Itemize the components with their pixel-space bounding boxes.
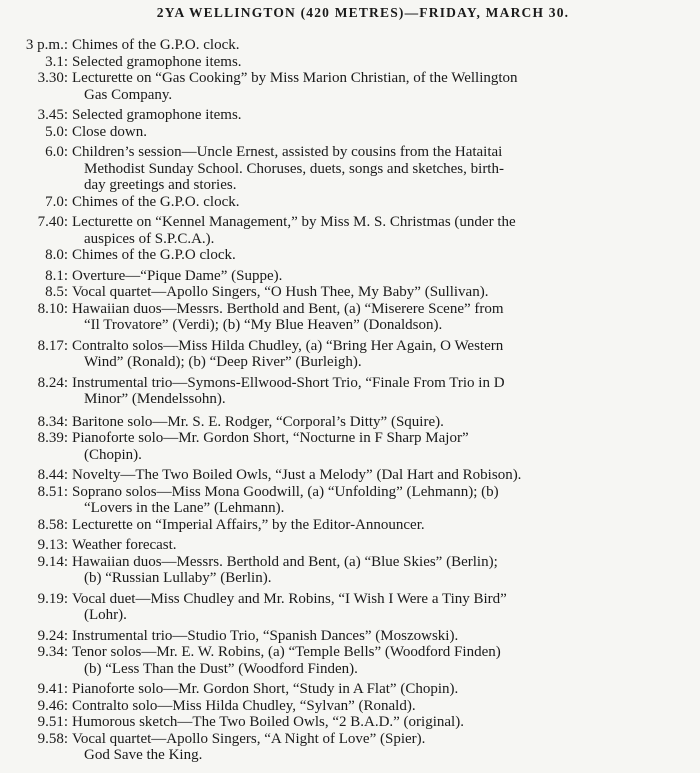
program-entry	[12, 714, 690, 731]
entry-text: Contralto solos—Miss Hilda Chudley, (a) “Bring Her Again, O Western	[72, 337, 504, 354]
entry-text: Instrumental trio—Studio Trio, “Spanish Dances” (Moszowski).	[72, 627, 459, 644]
program-entry	[12, 70, 690, 87]
program-entry	[12, 144, 690, 161]
program-entry	[12, 107, 690, 124]
entry-text: Methodist Sunday School. Choruses, duets, songs and sketches, birth-	[84, 160, 504, 177]
program-entry-continuation	[12, 317, 690, 334]
entry-text: Humorous sketch—The Two Boiled Owls, “2 B.A.D.” (original).	[72, 714, 464, 730]
entry-time: 8.34:	[37, 413, 68, 430]
program-entry-continuation	[12, 447, 690, 464]
entry-text: Instrumental trio—Symons-Ellwood-Short Trio, “Finale From Trio in D	[72, 374, 505, 391]
program-entry	[12, 554, 690, 571]
entry-text: Chimes of the G.P.O clock.	[72, 247, 236, 263]
program-entry	[12, 698, 690, 715]
entry-time: 8.1:	[45, 267, 68, 284]
entry-text: Close down.	[72, 123, 147, 140]
entry-time: 9.51:	[37, 714, 68, 730]
entry-text: Overture—“Pique Dame” (Suppe).	[72, 267, 283, 284]
entry-time: 8.51:	[37, 483, 68, 500]
program-list	[12, 37, 690, 764]
entry-text: Selected gramophone items.	[72, 53, 242, 70]
entry-text: God Save the King.	[84, 747, 203, 763]
entry-text: Soprano solos—Miss Mona Goodwill, (a) “Unfolding” (Lehmann); (b)	[72, 483, 499, 500]
entry-time: 8.17:	[37, 337, 68, 354]
entry-text: day greetings and stories.	[84, 177, 237, 193]
entry-time: 8.58:	[37, 516, 68, 533]
entry-text: Pianoforte solo—Mr. Gordon Short, “Study in A Flat” (Chopin).	[72, 681, 459, 697]
program-entry-continuation	[12, 570, 690, 587]
program-entry-continuation	[12, 231, 690, 248]
entry-text: auspices of S.P.C.A.).	[84, 230, 215, 247]
program-entry	[12, 430, 690, 447]
program-entry-continuation	[12, 500, 690, 517]
program-entry-continuation	[12, 354, 690, 371]
entry-time: 8.24:	[37, 374, 68, 391]
entry-time: 9.46:	[37, 697, 68, 714]
entry-time: 8.39:	[37, 430, 68, 446]
entry-text: Children’s session—Uncle Ernest, assisted by cousins from the Hataitai	[72, 144, 503, 160]
program-entry	[12, 644, 690, 661]
entry-text: Minor” (Mendelssohn).	[84, 391, 226, 407]
entry-time: 8.5:	[45, 284, 68, 300]
program-entry-continuation	[12, 747, 690, 764]
program-entry	[12, 517, 690, 534]
entry-time: 3.45:	[37, 107, 68, 123]
entry-text: Tenor solos—Mr. E. W. Robins, (a) “Temple Bells” (Woodford Finden)	[72, 644, 501, 660]
entry-text: Selected gramophone items.	[72, 107, 242, 123]
program-entry	[12, 484, 690, 501]
program-entry-continuation	[12, 161, 690, 178]
entry-time: 8.44:	[37, 467, 68, 483]
entry-time: 8.0:	[45, 247, 68, 263]
entry-text: Wind” (Ronald); (b) “Deep River” (Burleigh).	[84, 354, 362, 370]
entry-time: 9.14:	[37, 553, 68, 570]
entry-text: Lecturette on “Kennel Management,” by Miss M. S. Christmas (under the	[72, 214, 516, 230]
program-entry	[12, 301, 690, 318]
program-entry	[12, 268, 690, 285]
program-entry	[12, 731, 690, 748]
entry-text: Vocal quartet—Apollo Singers, “A Night of Love” (Spier).	[72, 730, 426, 747]
entry-time: 9.13:	[37, 537, 68, 553]
entry-text: Hawaiian duos—Messrs. Berthold and Bent, (a) “Blue Skies” (Berlin);	[72, 553, 498, 570]
program-entry	[12, 414, 690, 431]
program-entry	[12, 284, 690, 301]
entry-time: 9.41:	[37, 681, 68, 697]
entry-time: 9.34:	[37, 644, 68, 660]
entry-time: 9.24:	[37, 627, 68, 644]
entry-time: 3.30:	[37, 70, 68, 86]
entry-text: Lecturette on “Gas Cooking” by Miss Marion Christian, of the Wellington	[72, 70, 518, 86]
program-entry	[12, 214, 690, 231]
program-entry	[12, 338, 690, 355]
program-entry	[12, 247, 690, 264]
program-entry	[12, 124, 690, 141]
program-entry-continuation	[12, 661, 690, 678]
program-entry	[12, 467, 690, 484]
entry-text: Gas Company.	[84, 86, 173, 103]
entry-text: Hawaiian duos—Messrs. Berthold and Bent, (a) “Miserere Scene” from	[72, 300, 504, 317]
entry-text: Contralto solo—Miss Hilda Chudley, “Sylvan” (Ronald).	[72, 697, 416, 714]
program-entry	[12, 537, 690, 554]
page-heading: 2YA WELLINGTON (420 METRES)—FRIDAY, MARCH 30.	[156, 5, 570, 20]
entry-time: 9.58:	[37, 730, 68, 747]
entry-time: 3.1:	[45, 53, 68, 70]
entry-time: 8.10:	[37, 300, 68, 317]
entry-text: Baritone solo—Mr. S. E. Rodger, “Corporal’s Ditty” (Squire).	[72, 413, 444, 430]
program-entry	[12, 681, 690, 698]
entry-text: Novelty—The Two Boiled Owls, “Just a Melody” (Dal Hart and Robison).	[72, 467, 522, 483]
entry-time: 7.0:	[45, 193, 68, 210]
program-entry-continuation	[12, 177, 690, 194]
entry-text: Pianoforte solo—Mr. Gordon Short, “Nocturne in F Sharp Major”	[72, 430, 469, 446]
program-entry	[12, 628, 690, 645]
program-entry	[12, 375, 690, 392]
entry-text: “Lovers in the Lane” (Lehmann).	[84, 500, 285, 516]
entry-text: Vocal quartet—Apollo Singers, “O Hush Thee, My Baby” (Sullivan).	[72, 284, 489, 300]
program-entry	[12, 54, 690, 71]
entry-text: (b) “Less Than the Dust” (Woodford Finden).	[84, 660, 358, 677]
entry-text: Chimes of the G.P.O. clock.	[72, 37, 240, 53]
program-entry	[12, 194, 690, 211]
entry-text: (Chopin).	[84, 446, 142, 463]
program-entry	[12, 37, 690, 54]
entry-time: 7.40:	[37, 214, 68, 230]
program-entry	[12, 591, 690, 608]
entry-text: “Il Trovatore” (Verdi); (b) “My Blue Heaven” (Donaldson).	[84, 317, 443, 333]
entry-time: 5.0:	[45, 123, 68, 140]
entry-text: Lecturette on “Imperial Affairs,” by the Editor-Announcer.	[72, 516, 425, 533]
program-entry-continuation	[12, 607, 690, 624]
entry-text: Chimes of the G.P.O. clock.	[72, 193, 240, 210]
entry-text: (b) “Russian Lullaby” (Berlin).	[84, 570, 272, 586]
entry-time: 9.19:	[37, 590, 68, 607]
entry-text: (Lohr).	[84, 607, 127, 623]
program-entry-continuation	[12, 87, 690, 104]
entry-text: Weather forecast.	[72, 537, 177, 553]
entry-time: 6.0:	[45, 144, 68, 160]
entry-text: Vocal duet—Miss Chudley and Mr. Robins, “I Wish I Were a Tiny Bird”	[72, 590, 507, 607]
entry-time: 3 p.m.:	[25, 37, 68, 53]
program-entry-continuation	[12, 391, 690, 408]
